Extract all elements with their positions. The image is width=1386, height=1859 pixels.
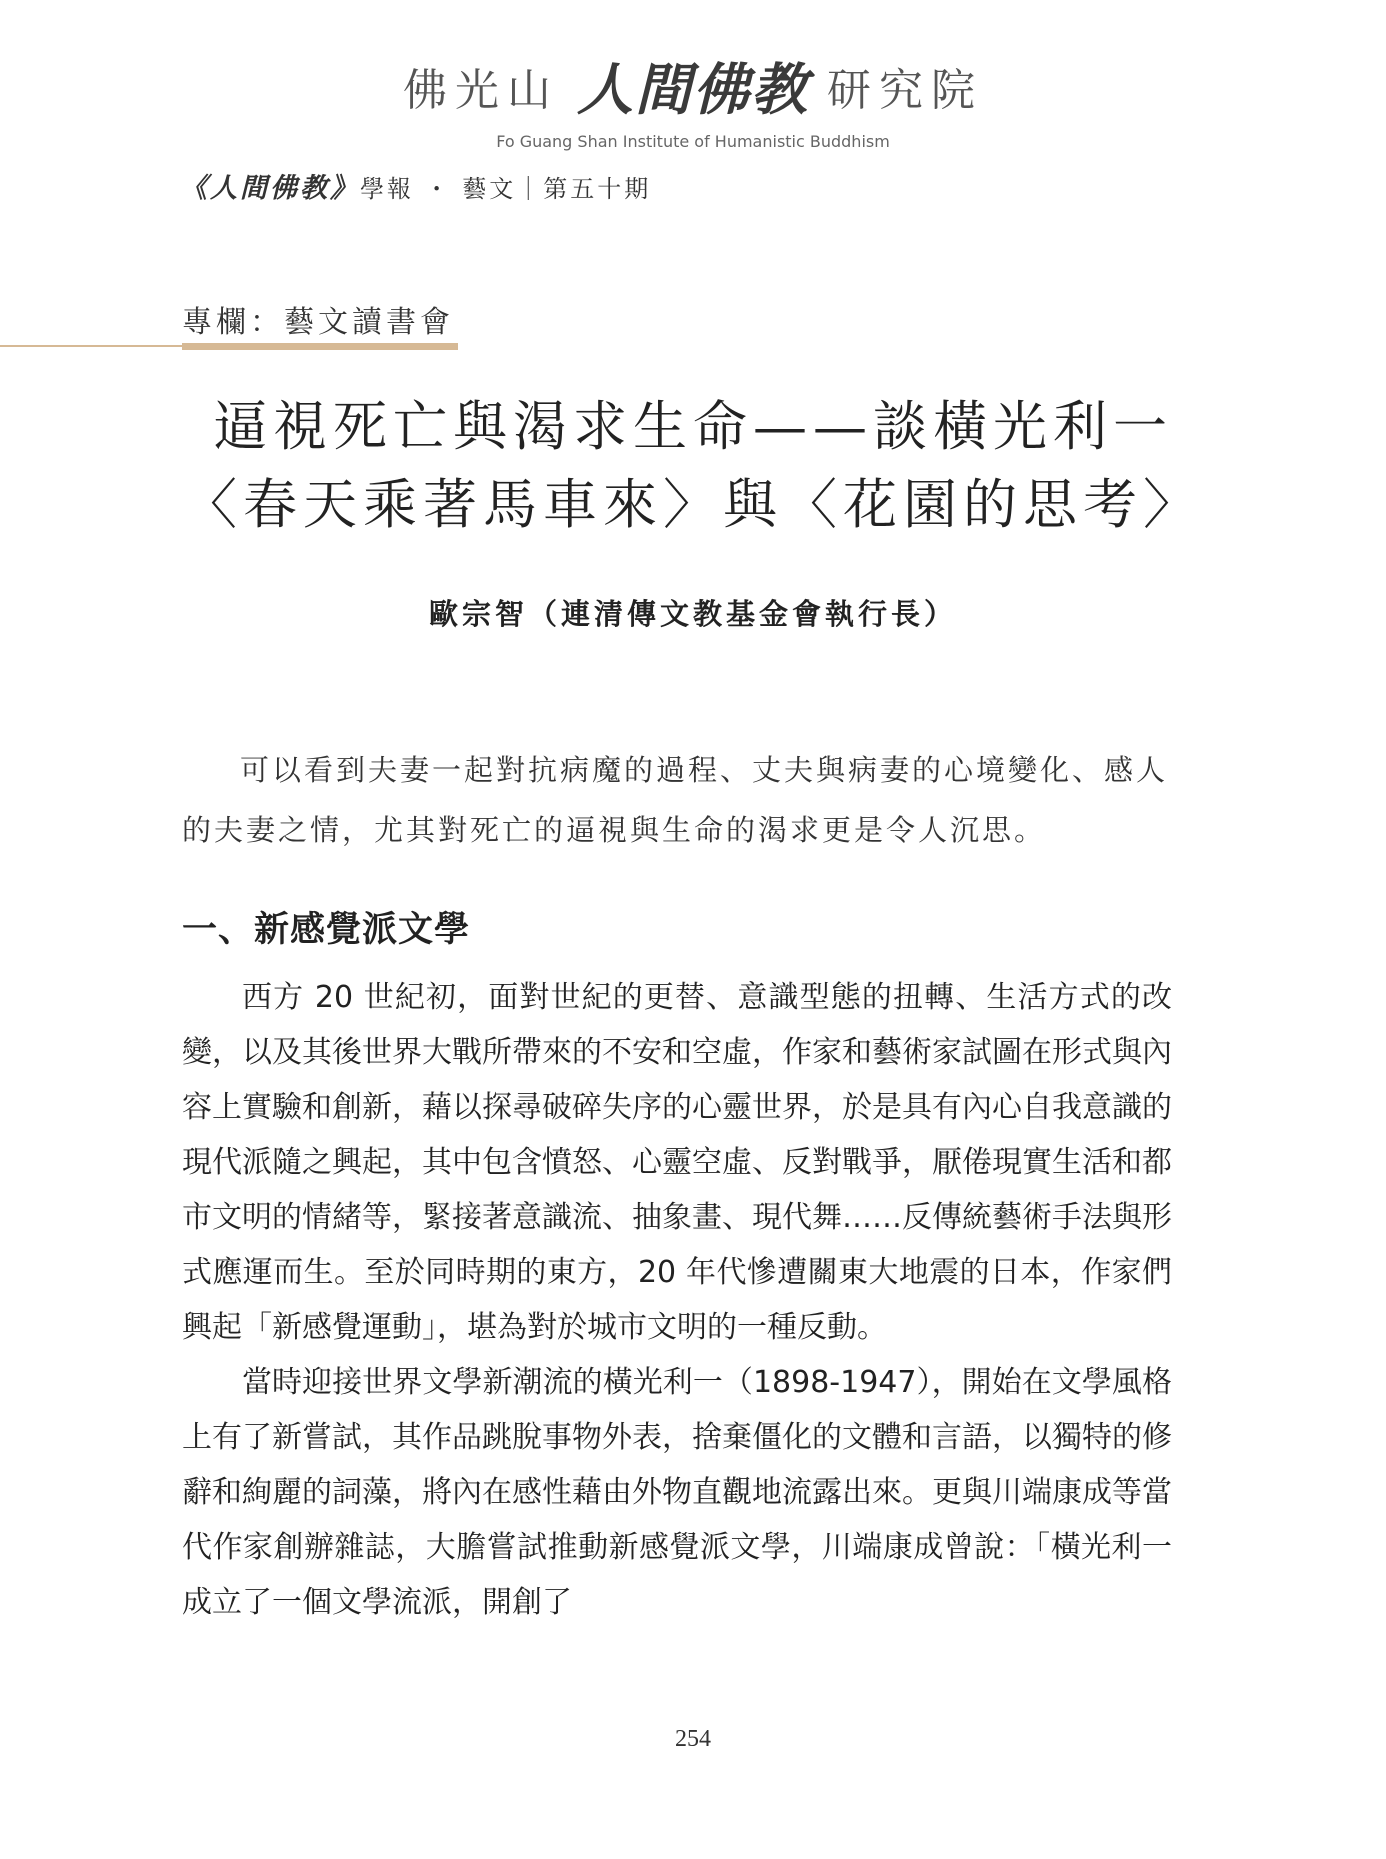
logo-left-text: 佛光山 <box>403 65 559 116</box>
title-line-2: 〈春天乘著馬車來〉與〈花園的思考〉 <box>183 473 1203 536</box>
institute-logo <box>0 46 1386 151</box>
logo-right-text: 研究院 <box>827 65 983 116</box>
abstract-text: 可以看到夫妻一起對抗病魔的過程、丈夫與病妻的心境變化、感人的夫妻之情，尤其對死亡的逼視與生命的渴求更是令人沉思。 <box>182 753 1169 847</box>
journal-header <box>180 166 651 205</box>
column-rule-accent <box>182 343 458 350</box>
paragraph: 當時迎接世界文學新潮流的橫光利一（1898-1947），開始在文學風格上有了新嘗試，其作品跳脫事物外表，捨棄僵化的文體和言語，以獨特的修辭和絢麗的詞藻，將內在感性藉由外物直觀地流露出來。更與川端康成等當代作家創辦雜誌，大膽嘗試推動新感覺派文學，川端康成曾說：「橫光利一成立了一個文學流派，開創了 <box>182 1365 1172 1620</box>
journal-name: 《人間佛教》 <box>180 173 360 204</box>
column-label: 專欄：藝文讀書會 <box>182 305 454 340</box>
abstract <box>182 740 1182 860</box>
author-line: 歐宗智（連清傳文教基金會執行長） <box>428 597 957 631</box>
logo-english-text: Fo Guang Shan Institute of Humanistic Buddhism <box>496 132 890 151</box>
title-line-1: 逼視死亡與渴求生命——談橫光利一 <box>213 395 1173 458</box>
logo-center-text: 人間佛教 <box>577 57 809 123</box>
article-title <box>0 388 1386 544</box>
page-number: 254 <box>675 1726 711 1752</box>
journal-issue: 學報 ・ 藝文｜第五十期 <box>360 175 652 203</box>
paragraph: 西方 20 世紀初，面對世紀的更替、意識型態的扭轉、生活方式的改變，以及其後世界大戰所帶來的不安和空虛，作家和藝術家試圖在形式與內容上實驗和創新，藉以探尋破碎失序的心靈世界，於是具有內心自我意識的現代派隨之興起，其中包含憤怒、心靈空虛、反對戰爭，厭倦現實生活和都市文明的情緒等，緊接著意識流、抽象畫、現代舞……反傳統藝術手法與形式應運而生。至於同時期的東方，20 年代慘遭關東大地震的日本，作家們興起「新感覺運動」，堪為對於城市文明的一種反動。 <box>182 980 1172 1345</box>
body-text <box>182 970 1172 1630</box>
section-heading: 一、新感覺派文學 <box>182 910 471 950</box>
